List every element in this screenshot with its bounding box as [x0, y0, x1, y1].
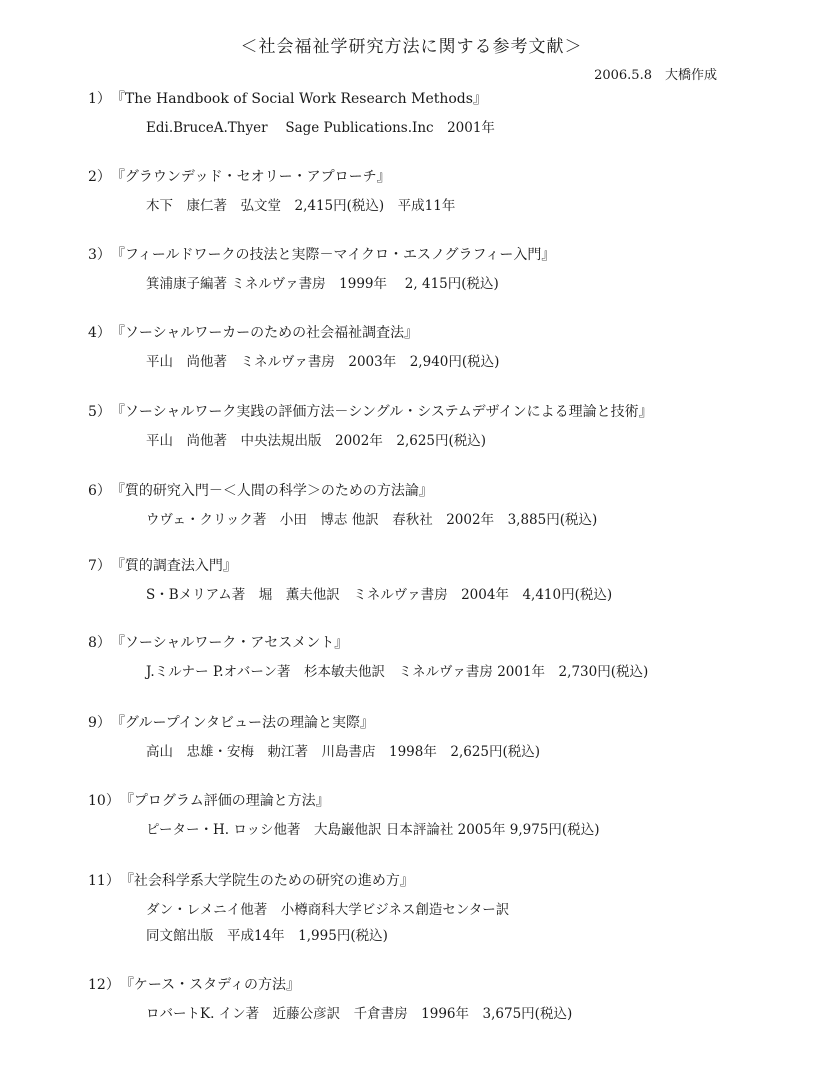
- entry-title: 『ケース・スタディの方法』: [119, 977, 301, 993]
- entry-number: 4）: [88, 325, 111, 341]
- entry-title: 『フィールドワークの技法と実際－マイクロ・エスノグラフィー入門』: [110, 247, 556, 263]
- entry-title: 『The Handbook of Social Work Research Methods』: [110, 91, 487, 107]
- document-title: ＜社会福祉学研究方法に関する参考文献＞: [240, 37, 583, 57]
- entry-title: 『質的調査法入門』: [110, 558, 237, 574]
- entry-number: 2）: [88, 169, 111, 185]
- entry-number: 6）: [88, 483, 111, 499]
- entry-title: 『ソーシャルワーク実践の評価方法－シングル・システムデザインによる理論と技術』: [110, 404, 653, 420]
- entry-detail: ウヴェ・クリック著 小田 博志 他訳 春秋社 2002年 3,885円(税込): [146, 512, 598, 528]
- entry-detail: 高山 忠雄・安梅 勅江著 川島書店 1998年 2,625円(税込): [146, 744, 541, 760]
- entry-number: 9）: [88, 715, 111, 731]
- entry-detail: ピーター・H. ロッシ他著 大島巌他訳 日本評論社 2005年 9,975円(税込): [146, 822, 600, 838]
- reference-entry: [88, 974, 808, 1022]
- reference-entry: [88, 870, 808, 944]
- entry-detail: 同文館出版 平成14年 1,995円(税込): [146, 928, 388, 944]
- entry-title: 『ソーシャルワーカーのための社会福祉調査法』: [110, 325, 419, 341]
- entry-title: 『プログラム評価の理論と方法』: [119, 793, 330, 809]
- entry-detail: 平山 尚他著 ミネルヴァ書房 2003年 2,940円(税込): [146, 354, 500, 370]
- entry-number: 7）: [88, 558, 111, 574]
- entry-detail: S・Bメリアム著 堀 薫夫他訳 ミネルヴァ書房 2004年 4,410円(税込): [146, 587, 613, 603]
- entry-detail: ダン・レメニイ他著 小樽商科大学ビジネス創造センター訳: [146, 902, 510, 918]
- entry-detail: J.ミルナー P.オバーン著 杉本敏夫他訳 ミネルヴァ書房 2001年 2,730円(税込): [146, 664, 649, 680]
- entry-title: 『ソーシャルワーク・アセスメント』: [110, 635, 349, 651]
- entry-detail: 平山 尚他著 中央法規出版 2002年 2,625円(税込): [146, 433, 487, 449]
- date-author: 2006.5.8 大橋作成: [594, 68, 717, 83]
- entry-number: 11）: [88, 873, 120, 889]
- entry-number: 5）: [88, 404, 111, 420]
- entry-number: 12）: [88, 977, 120, 993]
- reference-entry: [88, 712, 808, 760]
- entry-title: 『質的研究入門－＜人間の科学＞のための方法論』: [110, 483, 433, 499]
- entry-title: 『グループインタビュー法の理論と実際』: [110, 715, 374, 731]
- entry-detail: Edi.BruceA.Thyer Sage Publications.Inc 2001年: [146, 120, 495, 136]
- reference-entry: [88, 480, 808, 528]
- entry-detail: ロバートK. イン著 近藤公彦訳 千倉書房 1996年 3,675円(税込): [146, 1006, 573, 1022]
- reference-entry: [88, 401, 808, 449]
- reference-entry: [88, 322, 808, 370]
- reference-entry: [88, 88, 808, 136]
- reference-entry: [88, 555, 808, 603]
- reference-entry: [88, 632, 808, 680]
- entry-title: 『社会科学系大学院生のための研究の進め方』: [119, 873, 414, 889]
- entry-number: 3）: [88, 247, 111, 263]
- reference-entry: [88, 790, 808, 838]
- entry-title: 『グラウンデッド・セオリー・アプローチ』: [110, 169, 391, 185]
- entry-number: 8）: [88, 635, 111, 651]
- entry-detail: 箕浦康子編著 ミネルヴァ書房 1999年 2, 415円(税込): [146, 276, 499, 292]
- reference-entry: [88, 244, 808, 292]
- entry-number: 10）: [88, 793, 120, 809]
- entry-detail: 木下 康仁著 弘文堂 2,415円(税込) 平成11年: [146, 198, 456, 214]
- reference-entry: [88, 166, 808, 214]
- entry-number: 1）: [88, 91, 111, 107]
